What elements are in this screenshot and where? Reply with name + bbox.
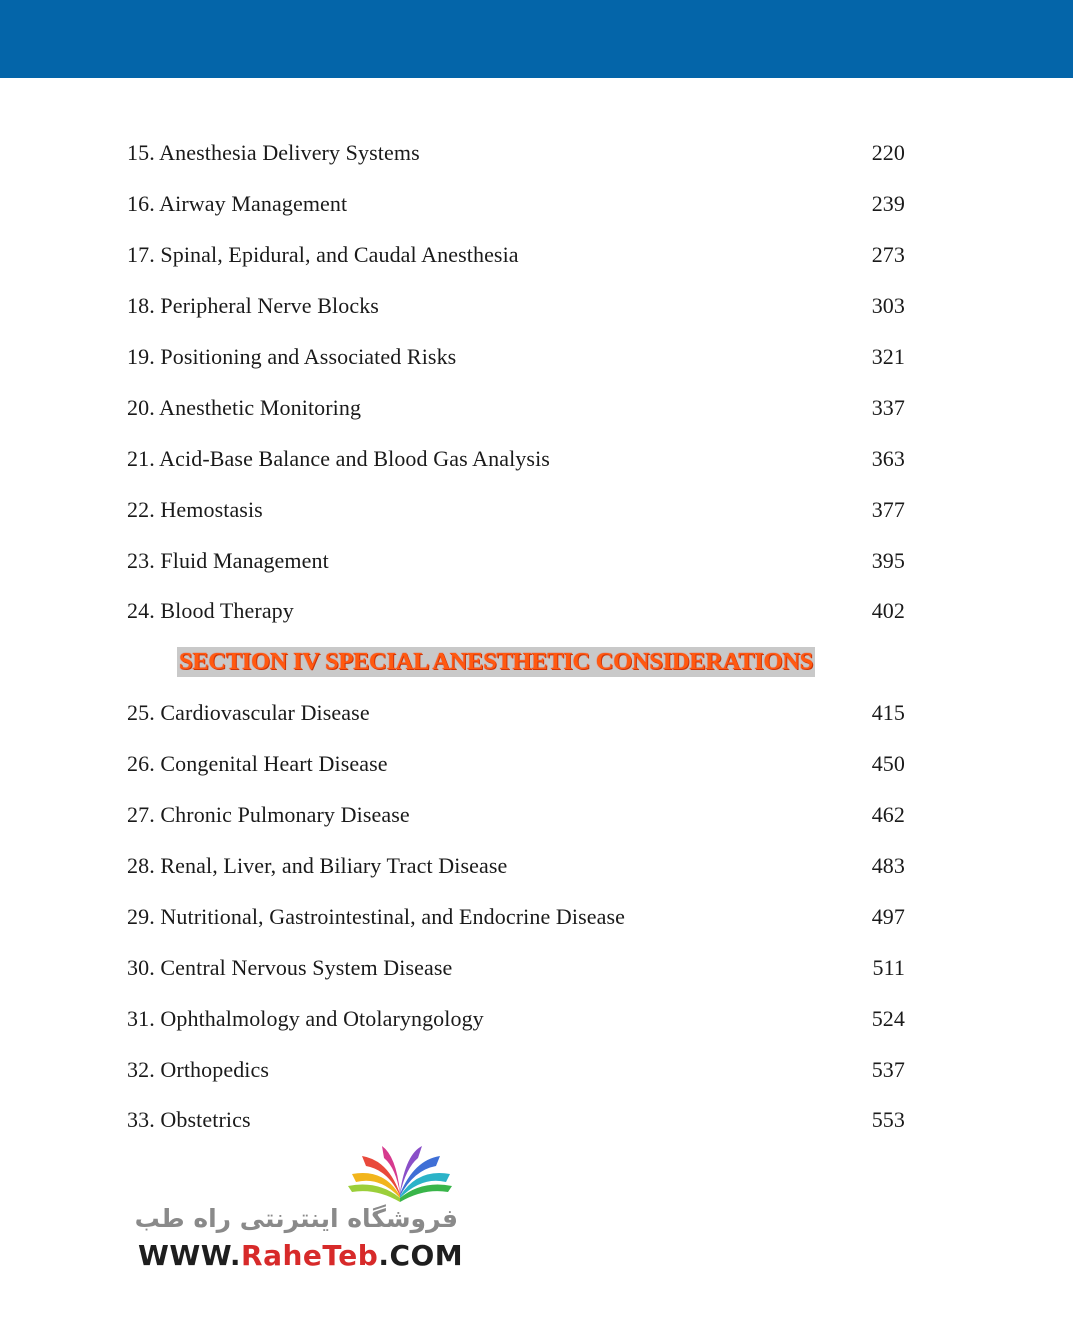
toc-entry-page: 337 <box>871 394 905 420</box>
toc-entry <box>127 739 905 790</box>
toc-entry-title: 17. Spinal, Epidural, and Caudal Anesthesia <box>127 242 519 268</box>
toc-entry-page: 524 <box>871 1005 905 1031</box>
toc-entry <box>127 841 905 892</box>
toc-entry-title: 33. Obstetrics <box>127 1107 251 1133</box>
toc-entry-page: 395 <box>871 547 905 573</box>
table-of-contents <box>127 128 905 1146</box>
toc-entry-title: 25. Cardiovascular Disease <box>127 700 370 726</box>
url-suffix: .COM <box>378 1239 464 1272</box>
toc-entry-title: 20. Anesthetic Monitoring <box>127 394 362 420</box>
toc-entry-page: 511 <box>872 954 905 980</box>
toc-entry-page: 303 <box>871 293 905 319</box>
toc-entry-title: 23. Fluid Management <box>127 547 329 573</box>
toc-entry <box>127 484 905 535</box>
toc-entry <box>127 128 905 179</box>
toc-entry-page: 239 <box>871 191 905 217</box>
section-heading: SECTION IV SPECIAL ANESTHETIC CONSIDERATIONS <box>179 648 813 676</box>
toc-group-before <box>127 128 905 637</box>
toc-entry-page: 220 <box>871 140 905 166</box>
toc-entry-title: 27. Chronic Pulmonary Disease <box>127 802 410 828</box>
toc-entry <box>127 230 905 281</box>
toc-entry-page: 321 <box>871 344 905 369</box>
url-prefix: WWW. <box>138 1239 242 1272</box>
toc-entry-page: 402 <box>871 598 905 624</box>
toc-entry <box>127 281 905 332</box>
toc-entry-page: 273 <box>871 242 905 268</box>
toc-entry <box>127 586 905 637</box>
toc-entry <box>127 179 905 230</box>
toc-entry <box>127 891 905 942</box>
toc-entry-title: 16. Airway Management <box>127 191 348 217</box>
toc-entry-title: 22. Hemostasis <box>127 496 263 522</box>
toc-entry-page: 363 <box>871 445 905 471</box>
toc-entry-page: 415 <box>871 700 905 726</box>
toc-entry-title: 29. Nutritional, Gastrointestinal, and Endocrine Disease <box>127 903 626 929</box>
watermark-persian-text: فروشگاه اینترنتی راه طب <box>134 1204 458 1233</box>
toc-entry-title: 19. Positioning and Associated Risks <box>127 344 457 369</box>
toc-entry <box>127 1095 905 1146</box>
toc-entry-title: 21. Acid-Base Balance and Blood Gas Analysis <box>127 445 550 471</box>
toc-group-after <box>127 688 905 1146</box>
toc-entry-page: 462 <box>871 802 905 828</box>
url-brand: RaheTeb <box>241 1239 379 1272</box>
toc-entry <box>127 332 905 383</box>
toc-entry-title: 28. Renal, Liver, and Biliary Tract Disease <box>127 853 508 879</box>
watermark-url <box>138 1239 463 1272</box>
toc-entry <box>127 535 905 586</box>
toc-entry-page: 537 <box>871 1056 905 1082</box>
toc-entry <box>127 688 905 739</box>
toc-entry <box>127 942 905 993</box>
toc-entry-page: 377 <box>871 496 905 522</box>
toc-entry <box>127 790 905 841</box>
toc-entry-title: 26. Congenital Heart Disease <box>127 751 388 777</box>
toc-entry-page: 497 <box>871 903 905 929</box>
toc-entry-title: 31. Ophthalmology and Otolaryngology <box>127 1005 484 1031</box>
toc-entry-page: 553 <box>871 1107 905 1133</box>
toc-entry-title: 32. Orthopedics <box>127 1056 270 1082</box>
toc-entry <box>127 382 905 433</box>
toc-entry-title: 30. Central Nervous System Disease <box>127 954 453 980</box>
toc-entry-title: 24. Blood Therapy <box>127 598 294 624</box>
toc-entry-title: 15. Anesthesia Delivery Systems <box>127 140 420 166</box>
toc-entry-title: 18. Peripheral Nerve Blocks <box>127 293 379 319</box>
open-book-icon <box>344 1146 456 1206</box>
toc-entry <box>127 993 905 1044</box>
toc-entry <box>127 1044 905 1095</box>
watermark-logo <box>136 1146 466 1276</box>
toc-entry-page: 450 <box>871 751 905 777</box>
toc-entry <box>127 433 905 484</box>
toc-entry-page: 483 <box>871 853 905 879</box>
section-row <box>87 637 905 688</box>
header-band <box>0 0 1073 78</box>
